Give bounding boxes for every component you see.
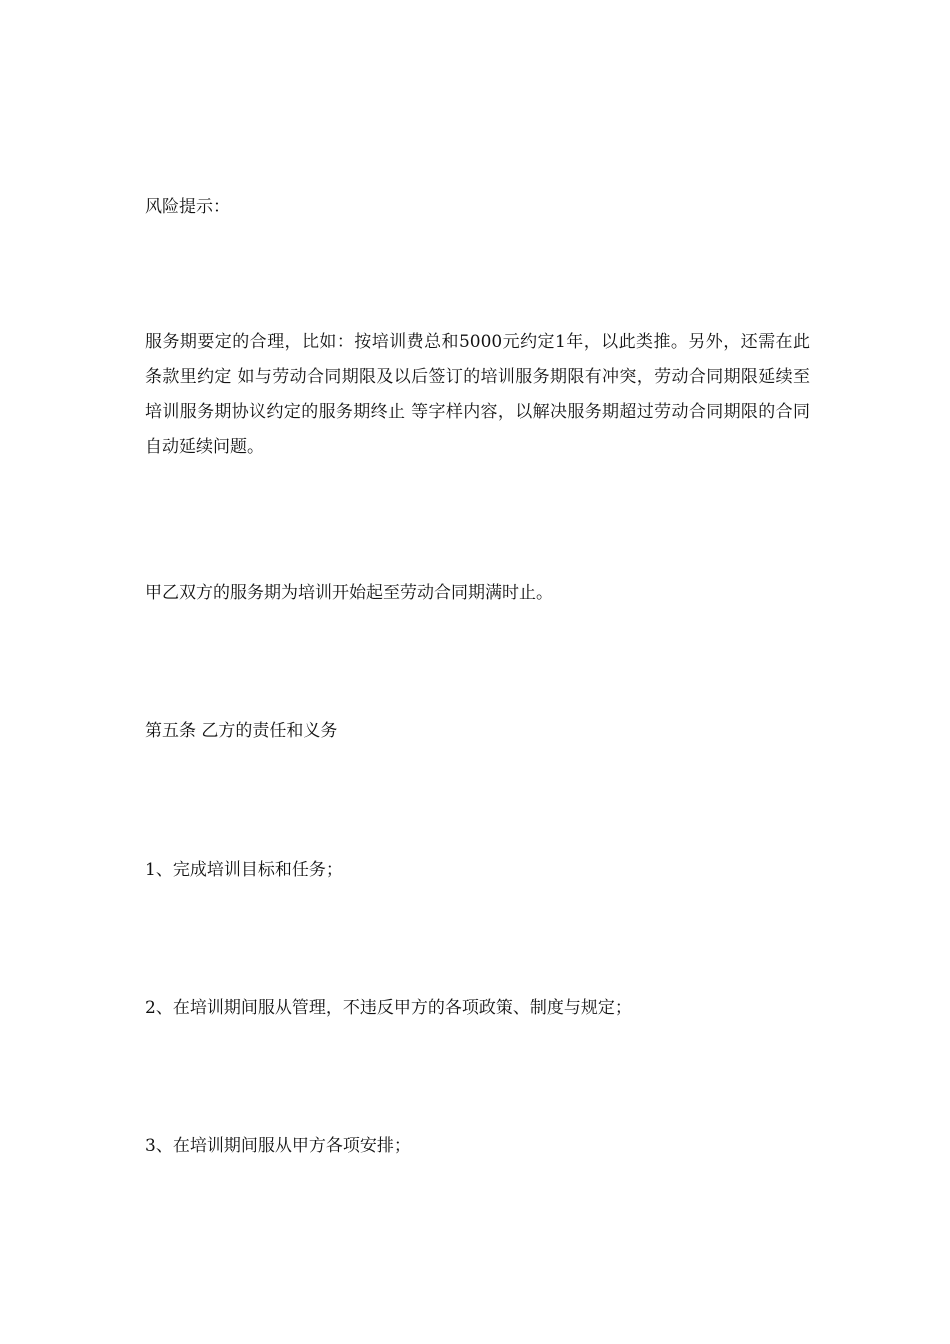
service-period-clause: 甲乙双方的服务期为培训开始起至劳动合同期满时止。 [145, 583, 553, 603]
obligation-item-1: 1、完成培训目标和任务； [145, 860, 343, 880]
risk-notice-heading: 风险提示： [145, 197, 230, 217]
obligation-item-3: 3、在培训期间服从甲方各项安排； [145, 1136, 411, 1156]
obligation-item-2: 2、在培训期间服从管理，不违反甲方的各项政策、制度与规定； [145, 998, 632, 1018]
article-five-heading: 第五条 乙方的责任和义务 [145, 721, 338, 741]
service-period-advice-paragraph: 服务期要定的合理，比如：按培训费总和5000元约定1年，以此类推。另外，还需在此条款里约定 如与劳动合同期限及以后签订的培训服务期限有冲突，劳动合同期限延续至培训服务期协议约定的服务期终止 等字样内容，以解决服务期超过劳动合同期限的合同自动延续问题。 [145, 332, 810, 457]
